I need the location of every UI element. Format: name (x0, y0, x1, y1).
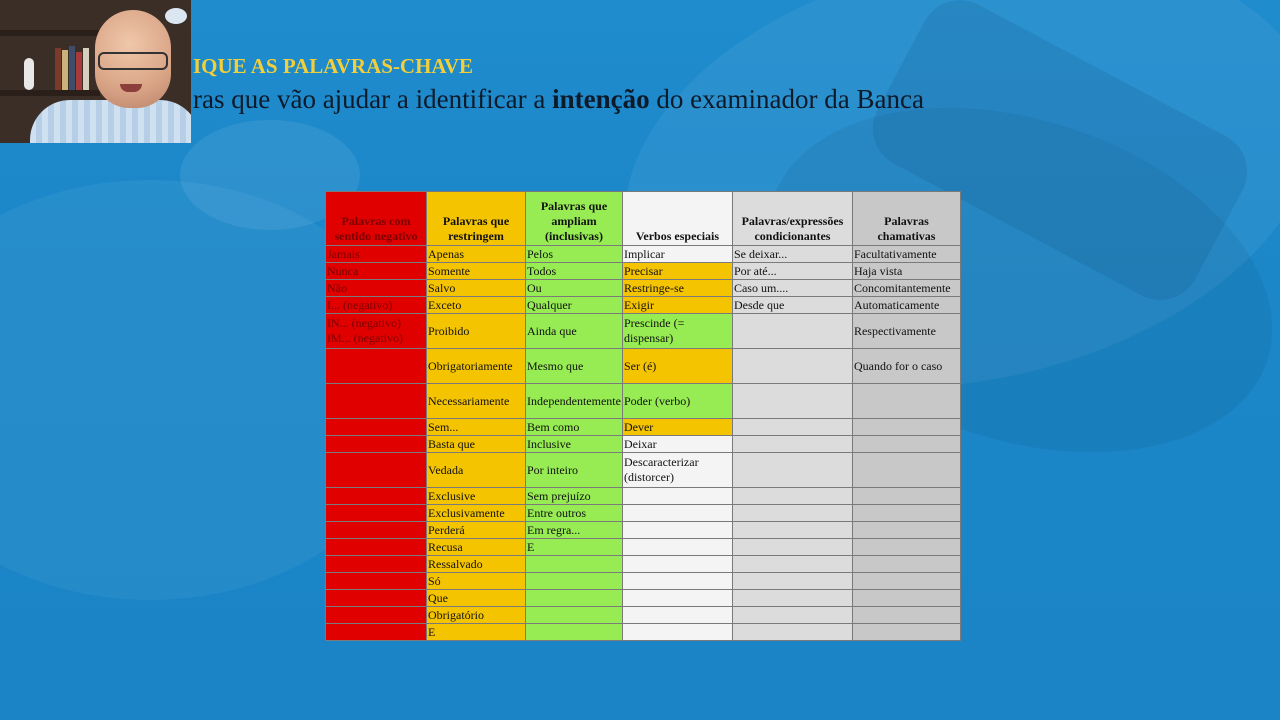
subtitle-text: ras que vão ajudar a identificar a (193, 84, 553, 114)
cell-attention (852, 590, 960, 607)
cell-negative: I... (negativo) (326, 297, 427, 314)
cell-negative: Jamais (326, 246, 427, 263)
cell-conditional (732, 436, 852, 453)
cell-attention: Facultativamente (852, 246, 960, 263)
table-row (326, 263, 961, 280)
cell-conditional (732, 522, 852, 539)
glasses (98, 52, 168, 70)
cell-amplify (526, 624, 623, 641)
cell-conditional (732, 505, 852, 522)
cell-amplify (526, 556, 623, 573)
cell-verbs (622, 488, 732, 505)
table-row (326, 297, 961, 314)
book (69, 46, 75, 90)
cell-attention: Quando for o caso (852, 349, 960, 384)
cell-conditional (732, 419, 852, 436)
cell-negative: IN... (negativo) IM... (negativo) (326, 314, 427, 349)
table-row (326, 522, 961, 539)
cell-conditional (732, 539, 852, 556)
cell-conditional (732, 488, 852, 505)
cell-verbs: Restringe-se (622, 280, 732, 297)
cell-verbs: Poder (verbo) (622, 384, 732, 419)
cell-negative (326, 590, 427, 607)
cell-amplify (526, 607, 623, 624)
cell-amplify: Inclusive (526, 436, 623, 453)
slide-subtitle (193, 84, 924, 115)
cell-attention (852, 556, 960, 573)
cell-negative: Nunca (326, 263, 427, 280)
table-row (326, 590, 961, 607)
cell-verbs: Prescinde (= dispensar) (622, 314, 732, 349)
cell-verbs: Descaracterizar (distorcer) (622, 453, 732, 488)
cell-attention (852, 522, 960, 539)
cell-restrict: Salvo (427, 280, 526, 297)
cell-restrict: Somente (427, 263, 526, 280)
cell-attention (852, 436, 960, 453)
cell-amplify: Por inteiro (526, 453, 623, 488)
table-row (326, 573, 961, 590)
cell-conditional (732, 573, 852, 590)
cell-conditional (732, 556, 852, 573)
cell-restrict: Exclusivamente (427, 505, 526, 522)
cell-negative (326, 522, 427, 539)
cell-amplify: Independentemente (526, 384, 623, 419)
cell-verbs: Precisar (622, 263, 732, 280)
cell-conditional (732, 624, 852, 641)
cell-conditional (732, 349, 852, 384)
table-row (326, 384, 961, 419)
cell-negative (326, 573, 427, 590)
cell-attention (852, 624, 960, 641)
cell-negative (326, 419, 427, 436)
table-row (326, 349, 961, 384)
cell-amplify: Ainda que (526, 314, 623, 349)
cell-negative (326, 556, 427, 573)
cell-attention (852, 573, 960, 590)
slide-title: IQUE AS PALAVRAS-CHAVE (193, 54, 474, 78)
cell-verbs (622, 607, 732, 624)
webcam-overlay (0, 0, 191, 143)
cell-attention (852, 384, 960, 419)
cell-amplify: Ou (526, 280, 623, 297)
cell-restrict: Perderá (427, 522, 526, 539)
table-row (326, 246, 961, 263)
header-verbs: Verbos especiais (622, 192, 732, 246)
keywords-table (325, 191, 961, 641)
cell-amplify: Em regra... (526, 522, 623, 539)
cell-restrict: Vedada (427, 453, 526, 488)
cell-amplify: Mesmo que (526, 349, 623, 384)
cell-negative (326, 488, 427, 505)
cell-restrict: Só (427, 573, 526, 590)
cell-amplify: Qualquer (526, 297, 623, 314)
header-attention: Palavras chamativas (852, 192, 960, 246)
cell-verbs: Exigir (622, 297, 732, 314)
cell-conditional: Se deixar... (732, 246, 852, 263)
book (55, 48, 61, 90)
cell-attention: Automaticamente (852, 297, 960, 314)
cell-amplify: E (526, 539, 623, 556)
cell-restrict: Obrigatoriamente (427, 349, 526, 384)
cell-verbs (622, 590, 732, 607)
header-amplify: Palavras que ampliam (inclusivas) (526, 192, 623, 246)
cell-verbs (622, 505, 732, 522)
subtitle-bold-text: intenção (552, 84, 650, 114)
book (62, 50, 68, 90)
cell-negative (326, 436, 427, 453)
cell-amplify (526, 573, 623, 590)
cell-restrict: Exceto (427, 297, 526, 314)
cell-attention: Respectivamente (852, 314, 960, 349)
cell-conditional (732, 384, 852, 419)
cell-negative (326, 453, 427, 488)
cell-conditional (732, 314, 852, 349)
cell-negative (326, 349, 427, 384)
cell-restrict: E (427, 624, 526, 641)
cell-verbs (622, 539, 732, 556)
cell-attention: Concomitantemente (852, 280, 960, 297)
cell-verbs: Dever (622, 419, 732, 436)
cell-restrict: Exclusive (427, 488, 526, 505)
table-row (326, 453, 961, 488)
book (83, 48, 89, 90)
cell-restrict: Obrigatório (427, 607, 526, 624)
cell-verbs (622, 624, 732, 641)
cell-amplify: Entre outros (526, 505, 623, 522)
cell-negative (326, 624, 427, 641)
cell-verbs (622, 556, 732, 573)
cell-attention (852, 453, 960, 488)
cell-attention (852, 419, 960, 436)
shelf (0, 90, 100, 96)
table-header-row (326, 192, 961, 246)
cell-verbs (622, 522, 732, 539)
table-row (326, 488, 961, 505)
cell-amplify: Sem prejuízo (526, 488, 623, 505)
cell-restrict: Que (427, 590, 526, 607)
cell-restrict: Ressalvado (427, 556, 526, 573)
cell-conditional: Desde que (732, 297, 852, 314)
cell-attention (852, 505, 960, 522)
shelf (0, 30, 100, 36)
table-row (326, 539, 961, 556)
table-row (326, 436, 961, 453)
cell-restrict: Proibido (427, 314, 526, 349)
cell-amplify (526, 590, 623, 607)
cell-restrict: Sem... (427, 419, 526, 436)
cell-negative (326, 539, 427, 556)
book (76, 52, 82, 90)
cell-restrict: Apenas (427, 246, 526, 263)
cell-restrict: Recusa (427, 539, 526, 556)
cell-restrict: Necessariamente (427, 384, 526, 419)
subtitle-text-end: do examinador da Banca (649, 84, 924, 114)
cell-amplify: Pelos (526, 246, 623, 263)
cell-negative (326, 384, 427, 419)
cell-verbs: Deixar (622, 436, 732, 453)
cell-conditional (732, 590, 852, 607)
statue (24, 58, 34, 90)
cell-negative: Não (326, 280, 427, 297)
header-conditional: Palavras/expressões condicionantes (732, 192, 852, 246)
header-restrict: Palavras que restringem (427, 192, 526, 246)
cell-conditional (732, 607, 852, 624)
cell-conditional (732, 453, 852, 488)
cell-attention (852, 607, 960, 624)
cell-conditional: Caso um.... (732, 280, 852, 297)
cell-negative (326, 607, 427, 624)
table-row (326, 556, 961, 573)
table-row (326, 419, 961, 436)
cell-conditional: Por até... (732, 263, 852, 280)
cell-verbs: Ser (é) (622, 349, 732, 384)
cell-verbs (622, 573, 732, 590)
header-negative: Palavras com sentido negativo (326, 192, 427, 246)
cell-attention: Haja vista (852, 263, 960, 280)
cell-amplify: Bem como (526, 419, 623, 436)
cell-verbs: Implicar (622, 246, 732, 263)
cell-restrict: Basta que (427, 436, 526, 453)
table-row (326, 607, 961, 624)
cell-attention (852, 488, 960, 505)
cell-attention (852, 539, 960, 556)
person-shirt (30, 100, 191, 143)
table-row (326, 280, 961, 297)
lamp-icon (165, 8, 187, 24)
table-row (326, 505, 961, 522)
table-row (326, 314, 961, 349)
table-row (326, 624, 961, 641)
cell-negative (326, 505, 427, 522)
cell-amplify: Todos (526, 263, 623, 280)
